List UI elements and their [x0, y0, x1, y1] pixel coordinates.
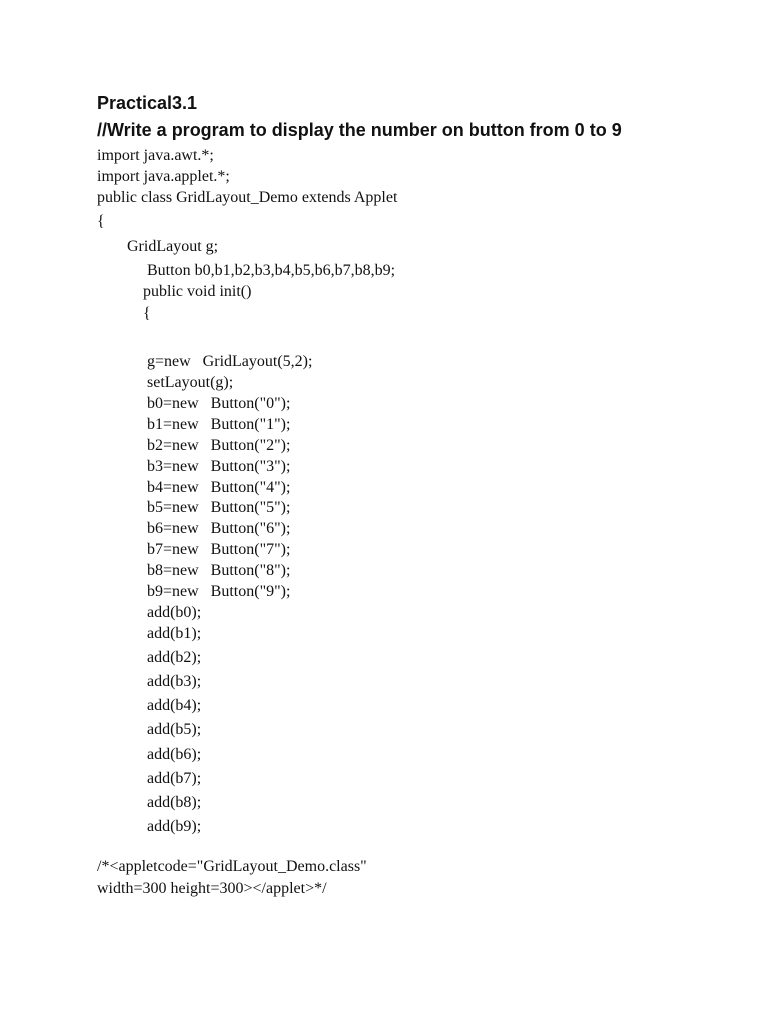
code-line: add(b9); — [147, 818, 202, 835]
code-line: GridLayout g; — [127, 238, 219, 255]
code-line: { — [143, 305, 151, 322]
code-line: add(b3); — [147, 673, 202, 690]
code-line: b8=new Button("8"); — [147, 562, 291, 579]
code-line: width=300 height=300></applet>*/ — [97, 880, 327, 897]
code-line: import java.awt.*; — [97, 147, 214, 164]
code-line: b4=new Button("4"); — [147, 479, 291, 496]
code-line: add(b8); — [147, 794, 202, 811]
code-line: b7=new Button("7"); — [147, 541, 291, 558]
code-line: b6=new Button("6"); — [147, 520, 291, 537]
code-line: public class GridLayout_Demo extends Applet — [97, 189, 398, 206]
practical-title: Practical3.1 — [97, 93, 198, 113]
code-line: b9=new Button("9"); — [147, 583, 291, 600]
code-line: public void init() — [143, 283, 252, 300]
code-line: add(b0); — [147, 604, 202, 621]
code-line: setLayout(g); — [147, 374, 234, 391]
code-line: /*<appletcode="GridLayout_Demo.class" — [97, 858, 367, 875]
code-line: g=new GridLayout(5,2); — [147, 353, 313, 370]
code-line: b3=new Button("3"); — [147, 458, 291, 475]
code-line: add(b6); — [147, 746, 202, 763]
code-line: b2=new Button("2"); — [147, 437, 291, 454]
code-line: import java.applet.*; — [97, 168, 230, 185]
code-line: Button b0,b1,b2,b3,b4,b5,b6,b7,b8,b9; — [147, 262, 396, 279]
code-line: add(b5); — [147, 721, 202, 738]
code-line: add(b2); — [147, 649, 202, 666]
code-line: add(b4); — [147, 697, 202, 714]
code-line: b5=new Button("5"); — [147, 499, 291, 516]
code-line: add(b7); — [147, 770, 202, 787]
code-line: b1=new Button("1"); — [147, 416, 291, 433]
code-line: { — [97, 213, 105, 230]
code-line: add(b1); — [147, 625, 202, 642]
code-line: b0=new Button("0"); — [147, 395, 291, 412]
practical-description: //Write a program to display the number on button from 0 to 9 — [97, 120, 622, 140]
